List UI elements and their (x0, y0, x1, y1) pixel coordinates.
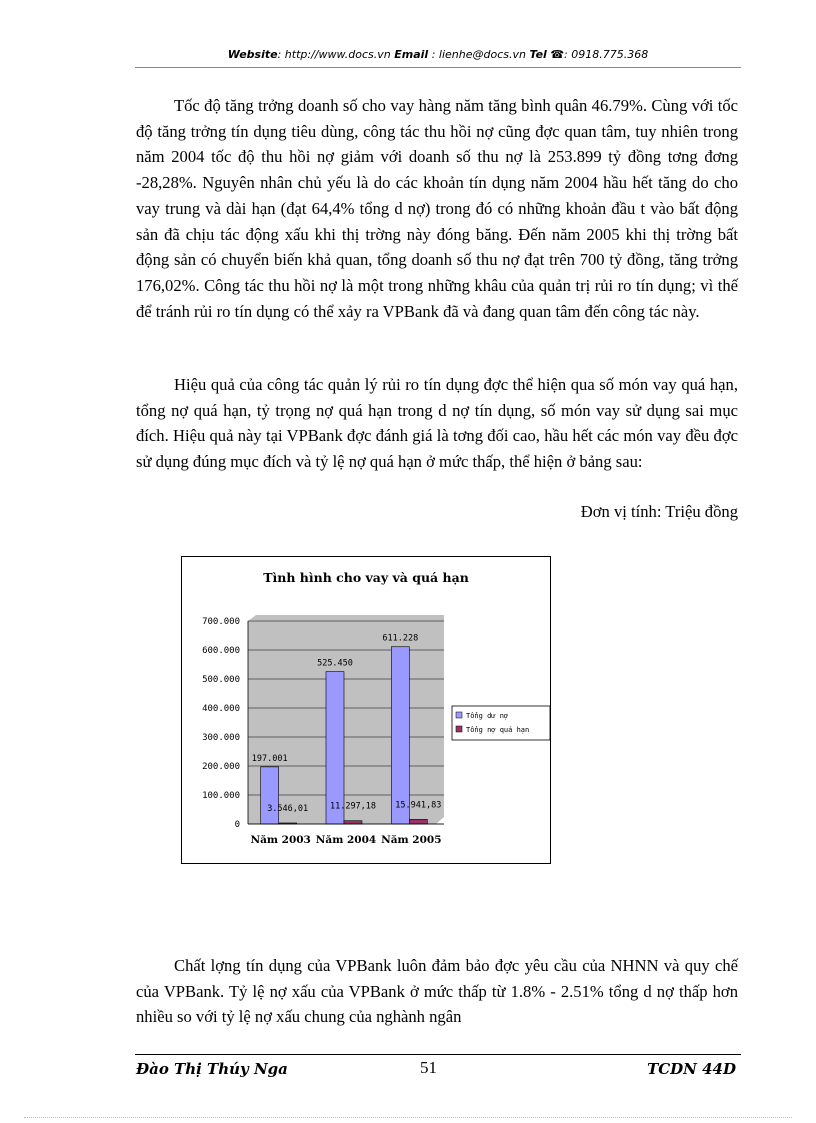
chart-container (181, 556, 551, 864)
header-divider (135, 67, 741, 68)
y-tick-label: 700.000 (202, 617, 240, 627)
legend-label-series-1: Tổng dư nợ (466, 712, 509, 720)
y-axis (202, 617, 248, 830)
email-value: : lienhe@docs.vn (431, 48, 526, 61)
legend-label-series-2: Tổng nợ quá hạn (466, 726, 530, 734)
y-tick-label: 100.000 (202, 791, 240, 801)
page-number: 51 (420, 1058, 437, 1077)
page-header (135, 48, 741, 61)
y-tick-label: 200.000 (202, 762, 240, 772)
data-label: 15.941,83 (395, 800, 442, 811)
paragraph-2 (136, 372, 738, 475)
x-axis (248, 824, 444, 846)
paragraph-1-text: Tốc độ tăng trởng doanh số cho vay hàng năm tăng bình quân 46.79%. Cùng với tốc độ tăng trởng tín dụng tiêu dùng, công tác thu hồi nợ cũng đợc quan tâm, tuy nhiên trong năm 2004 tốc độ thu hồi nợ giảm với doanh số thu nợ là 253.899 tỷ đồng tơng đơng -28,28%. Nguyên nhân chủ yếu là do các khoản tín dụng năm 2004 hầu hết tăng do cho vay trung và dài hạn (đạt 64,4% tổng d nợ) trong đó có những khoản đầu t vào bất động sản đã chịu tác động xấu khi thị trờng này đóng băng. Đến năm 2005 khi thị trờng bất động sản có chuyển biến khả quan, tổng doanh số thu nợ đạt trên 700 tỷ đồng, tăng trởng 176,02%. Công tác thu hồi nợ là một trong những khâu của quản trị rủi ro tín dụng; vì thế để tránh rủi ro tín dụng có thể xảy ra VPBank đã và đang quan tâm đến công tác này. (136, 96, 738, 321)
x-tick-label: Năm 2004 (315, 834, 377, 846)
paragraph-1 (136, 93, 738, 324)
data-label: 525.450 (317, 658, 353, 669)
y-tick-label: 300.000 (202, 733, 240, 743)
legend-swatch-series-2 (456, 726, 462, 732)
email-label: Email (394, 48, 429, 61)
website-label: Website (227, 48, 278, 61)
bar-outstanding (261, 767, 279, 824)
y-tick-label: 0 (234, 820, 240, 830)
chart-legend (452, 706, 550, 740)
bar-outstanding (391, 647, 409, 824)
paragraph-2-text: Hiệu quả của công tác quản lý rủi ro tín dụng đợc thể hiện qua số món vay quá hạn, tổng nợ quá hạn, tỷ trọng nợ quá hạn trong d nợ tín dụng, số món vay sử dụng sai mục đích. Hiệu quả này tại VPBank đợc đánh giá là tơng đối cao, hầu hết các món vay đều đợc sử dụng đúng mục đích và tỷ lệ nợ quá hạn ở mức thấp, thể hiện ở bảng sau: (136, 375, 738, 472)
bar-overdue (344, 821, 362, 824)
footer-class: TCDN 44D (647, 1060, 736, 1078)
phone-icon: ☎ (550, 48, 565, 61)
tel-label: Tel (529, 48, 547, 61)
website-value: : http://www.docs.vn (277, 48, 391, 61)
bar-overdue (409, 819, 427, 824)
data-label: 197.001 (251, 753, 288, 764)
y-tick-label: 500.000 (202, 675, 240, 685)
x-tick-label: Năm 2005 (381, 834, 442, 846)
x-tick-label: Năm 2003 (250, 834, 311, 846)
paragraph-3-text: Chất lợng tín dụng của VPBank luôn đảm bảo đợc yêu cầu của NHNN và quy chế của VPBank. Tỷ lệ nợ xấu của VPBank ở mức thấp từ 1.8% - 2.51% tổng d nợ thấp hơn nhiều so với tỷ lệ nợ xấu chung của nghành ngân (136, 956, 738, 1027)
page-bottom-edge (24, 1117, 792, 1118)
bar-chart (182, 557, 550, 863)
unit-label: Đơn vị tính: Triệu đồng (580, 502, 738, 521)
legend-swatch-series-1 (456, 712, 462, 718)
chart-title: Tình hình cho vay và quá hạn (263, 570, 469, 585)
footer-divider (135, 1054, 741, 1055)
footer-author: Đào Thị Thúy Nga (136, 1060, 288, 1078)
data-label: 3.546,01 (267, 803, 309, 814)
y-tick-label: 600.000 (202, 646, 240, 656)
data-label: 11.297,18 (329, 801, 377, 812)
paragraph-3 (136, 953, 738, 1030)
tel-value: : 0918.775.368 (564, 48, 649, 61)
y-tick-label: 400.000 (202, 704, 240, 714)
data-label: 611.228 (382, 633, 419, 644)
